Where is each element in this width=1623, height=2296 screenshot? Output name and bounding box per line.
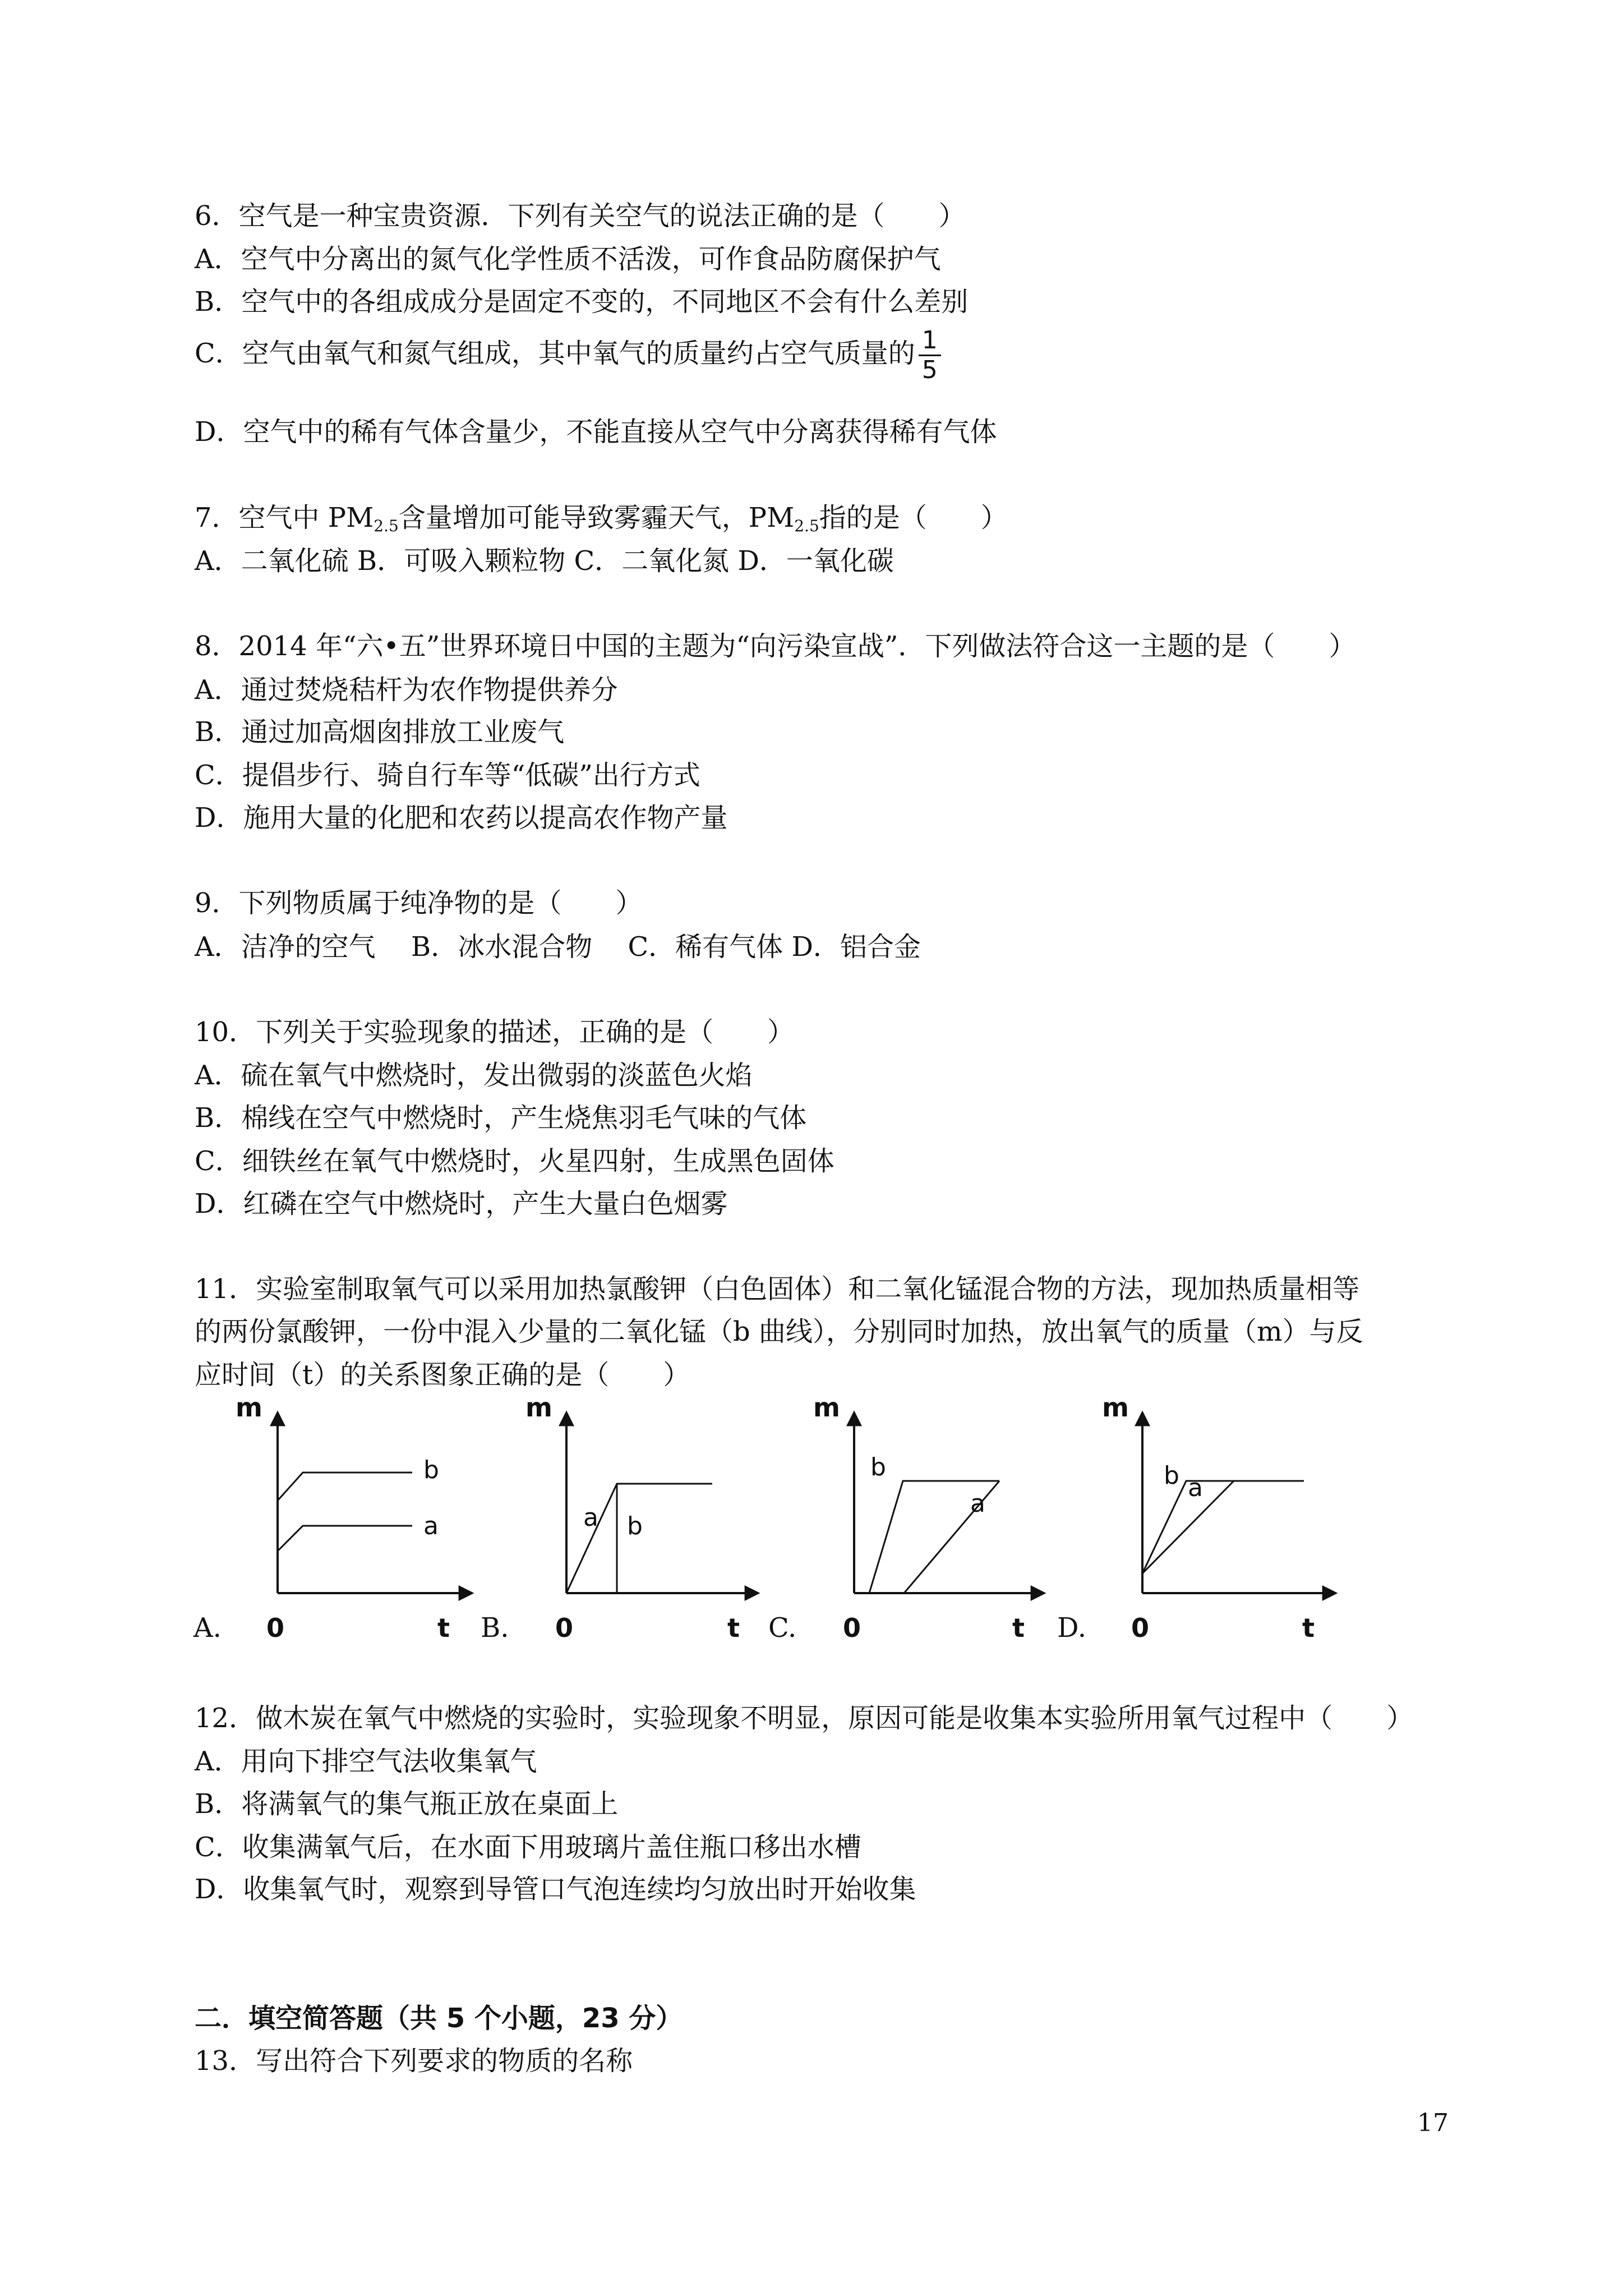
q10-option-d: D．红磷在空气中燃烧时，产生大量白色烟雾 [195, 1188, 728, 1220]
q7-subscript-1: 2.5 [374, 517, 399, 535]
q7-options: A．二氧化硫 B．可吸入颗粒物 C．二氧化氮 D．一氧化碳 [195, 545, 894, 577]
q9-options: A．洁净的空气 B．冰水混合物 C．稀有气体 D．铝合金 [195, 931, 921, 963]
fraction-one-fifth [919, 326, 941, 384]
graph-d-label-b: b [1164, 1461, 1179, 1490]
graph-b-origin: 0 [555, 1613, 574, 1643]
graph-b-label-b: b [627, 1512, 643, 1540]
page-number: 17 [1417, 2109, 1449, 2137]
q10-option-c: C．细铁丝在氧气中燃烧时，火星四射，生成黑色固体 [195, 1145, 834, 1177]
q6-option-c [195, 326, 941, 384]
q12-option-b: B．将满氧气的集气瓶正放在桌面上 [195, 1788, 619, 1820]
q12-option-c: C．收集满氧气后，在水面下用玻璃片盖住瓶口移出水槽 [195, 1832, 861, 1863]
graph-c-origin: 0 [843, 1613, 861, 1643]
q6-option-d: D．空气中的稀有气体含量少，不能直接从空气中分离获得稀有气体 [195, 416, 997, 448]
graph-d-label-a: a [1188, 1474, 1203, 1502]
q12-option-a: A．用向下排空气法收集氧气 [195, 1746, 537, 1777]
fraction-denominator: 5 [921, 356, 938, 384]
graph-a-label-b: b [423, 1456, 439, 1484]
graph-c-label-b: b [870, 1453, 886, 1481]
graph-d-x-label: t [1302, 1613, 1315, 1643]
q11-stem-line3: 应时间（t）的关系图象正确的是（ ） [195, 1359, 690, 1391]
graph-b-option-label: B. [481, 1612, 509, 1644]
q7-stem-part1: 7．空气中 PM [195, 502, 374, 533]
q8-option-c: C．提倡步行、骑自行车等“低碳”出行方式 [195, 760, 700, 791]
q11-stem-line2: 的两份氯酸钾，一份中混入少量的二氧化锰（b 曲线），分别同时加热，放出氧气的质量（m）与反 [195, 1316, 1363, 1347]
q7-stem-part2: 含量增加可能导致雾霾天气，PM [398, 502, 795, 533]
graph-c-option-label: C. [768, 1612, 797, 1644]
q11-graphs-svg [191, 1400, 1458, 1652]
graph-d-y-label: m [1102, 1400, 1129, 1423]
graph-c-x-label: t [1012, 1613, 1025, 1643]
q13-stem: 13．写出符合下列要求的物质的名称 [195, 2045, 633, 2077]
q6-option-a: A．空气中分离出的氮气化学性质不活泼，可作食品防腐保护气 [195, 243, 941, 275]
graph-d [1057, 1400, 1335, 1644]
graph-a-option-label: A. [193, 1612, 222, 1644]
graph-a-y-label: m [236, 1400, 262, 1423]
q11-graph-options [191, 1400, 1458, 1652]
q10-stem: 10．下列关于实验现象的描述，正确的是（ ） [195, 1016, 795, 1048]
graph-c [768, 1400, 1043, 1644]
q12-option-d: D．收集氧气时，观察到导管口气泡连续均匀放出时开始收集 [195, 1874, 916, 1905]
q8-option-d: D．施用大量的化肥和农药以提高农作物产量 [195, 802, 728, 834]
fraction-numerator: 1 [919, 326, 941, 356]
q12-stem: 12．做木炭在氧气中燃烧的实验时，实验现象不明显，原因可能是收集本实验所用氧气过程中（ ） [195, 1703, 1414, 1734]
q10-option-b: B．棉线在空气中燃烧时，产生烧焦羽毛气味的气体 [195, 1102, 807, 1134]
graph-a-label-a: a [423, 1512, 439, 1540]
q10-option-a: A．硫在氧气中燃烧时，发出微弱的淡蓝色火焰 [195, 1060, 753, 1091]
q6-option-c-text: C．空气由氧气和氮气组成，其中氧气的质量约占空气质量的 [195, 338, 915, 369]
graph-c-y-label: m [813, 1400, 840, 1423]
q7-subscript-2: 2.5 [794, 517, 819, 535]
graph-a-origin: 0 [266, 1613, 285, 1643]
q8-stem: 8．2014 年“六•五”世界环境日中国的主题为“向污染宣战”．下列做法符合这一主题的是（ ） [195, 631, 1356, 662]
q9-stem: 9．下列物质属于纯净物的是（ ） [195, 887, 643, 919]
q8-option-b: B．通过加高烟囱排放工业废气 [195, 716, 565, 748]
graph-c-label-a: a [970, 1489, 985, 1518]
q7-stem [195, 501, 1008, 543]
q6-option-b: B．空气中的各组成成分是固定不变的，不同地区不会有什么差别 [195, 286, 969, 318]
q6-stem: 6．空气是一种宝贵资源．下列有关空气的说法正确的是（ ） [195, 200, 966, 232]
q8-option-a: A．通过焚烧秸杆为农作物提供养分 [195, 674, 618, 706]
graph-d-origin: 0 [1131, 1613, 1150, 1643]
graph-b-x-label: t [727, 1613, 740, 1643]
graph-b-label-a: a [583, 1503, 598, 1532]
graph-a-x-label: t [437, 1613, 450, 1643]
graph-b [481, 1400, 757, 1644]
graph-d-option-label: D. [1057, 1612, 1087, 1644]
q7-stem-part3: 指的是（ ） [819, 502, 1008, 533]
q11-stem-line1: 11．实验室制取氧气可以采用加热氯酸钾（白色固体）和二氧化锰混合物的方法，现加热质量相等 [195, 1273, 1360, 1305]
section-2-heading: 二．填空简答题（共 5 个小题，23 分） [195, 2003, 683, 2034]
graph-b-y-label: m [525, 1400, 552, 1423]
graph-a [193, 1400, 471, 1644]
